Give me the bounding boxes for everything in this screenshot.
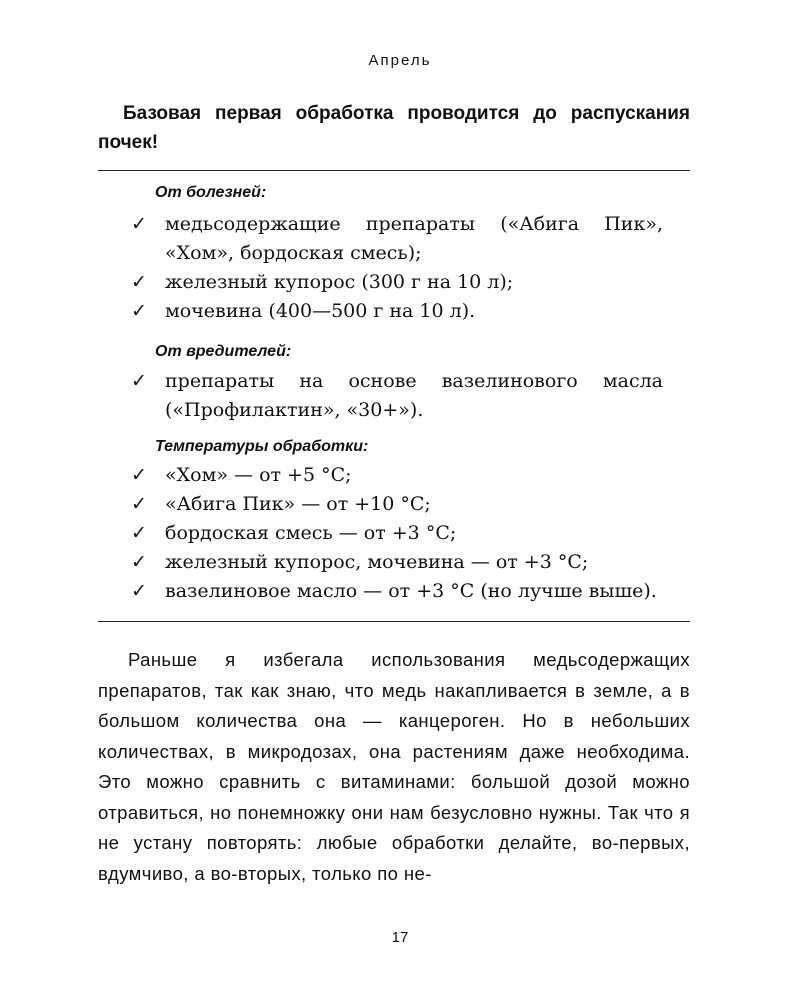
list-item-text: «Хом» — от +5 °С; <box>165 464 352 486</box>
list-item <box>131 490 663 519</box>
intro-warning: Базовая первая обработка проводится до распускания почек! <box>98 103 690 153</box>
checkmark-icon: ✓ <box>131 493 147 515</box>
list-item-text: медьсодержащие препараты («Абига Пик», «Хом», бордоская смесь); <box>165 213 663 264</box>
body-paragraph: Раньше я избегала использования медьсодержащих препаратов, так как знаю, что медь накапливается в земле, а в большом количества она — канцероген. Но в небольших количествах, в микродозах, она растениям даже необходима. Это можно сравнить с витаминами: большой дозой можно отравиться, но понемножку они нам безусловно нужны. Так что я не устану повторять: любые обработки делайте, во-первых, вдумчиво, а во-вторых, только по не- <box>98 649 690 884</box>
page-number: 17 <box>391 929 409 946</box>
list-item-text: железный купорос, мочевина — от +3 °С; <box>165 551 589 573</box>
list-item <box>131 461 663 490</box>
list-pests <box>131 367 663 425</box>
checkmark-icon: ✓ <box>131 271 147 293</box>
list-item-text: препараты на основе вазелинового масла («Профилактин», «30+»). <box>165 370 663 421</box>
checkmark-icon: ✓ <box>131 580 147 602</box>
checkmark-icon: ✓ <box>131 551 147 573</box>
section-title-pests: От вредителей: <box>155 343 292 360</box>
list-item <box>131 519 663 548</box>
checkmark-icon: ✓ <box>131 300 147 322</box>
section-title-temperatures: Температуры обработки: <box>155 438 369 455</box>
checkmark-icon: ✓ <box>131 213 147 235</box>
list-item <box>131 297 663 326</box>
list-item-text: «Абига Пик» — от +10 °С; <box>165 493 431 515</box>
list-temperatures <box>131 461 663 606</box>
section-title-diseases: От болезней: <box>155 184 267 201</box>
list-item <box>131 548 663 577</box>
checkmark-icon: ✓ <box>131 522 147 544</box>
running-header: Апрель <box>368 52 432 69</box>
list-item-text: железный купорос (300 г на 10 л); <box>165 271 514 293</box>
checkmark-icon: ✓ <box>131 464 147 486</box>
list-item <box>131 577 663 606</box>
checkmark-icon: ✓ <box>131 370 147 392</box>
list-item-text: вазелиновое масло — от +3 °С (но лучше выше). <box>165 580 657 602</box>
divider-top <box>98 170 690 171</box>
list-diseases <box>131 210 663 326</box>
list-item <box>131 268 663 297</box>
divider-bottom <box>98 621 690 622</box>
list-item <box>131 210 663 268</box>
list-item-text: мочевина (400—500 г на 10 л). <box>165 300 476 322</box>
list-item-text: бордоская смесь — от +3 °С; <box>165 522 457 544</box>
list-item <box>131 367 663 425</box>
